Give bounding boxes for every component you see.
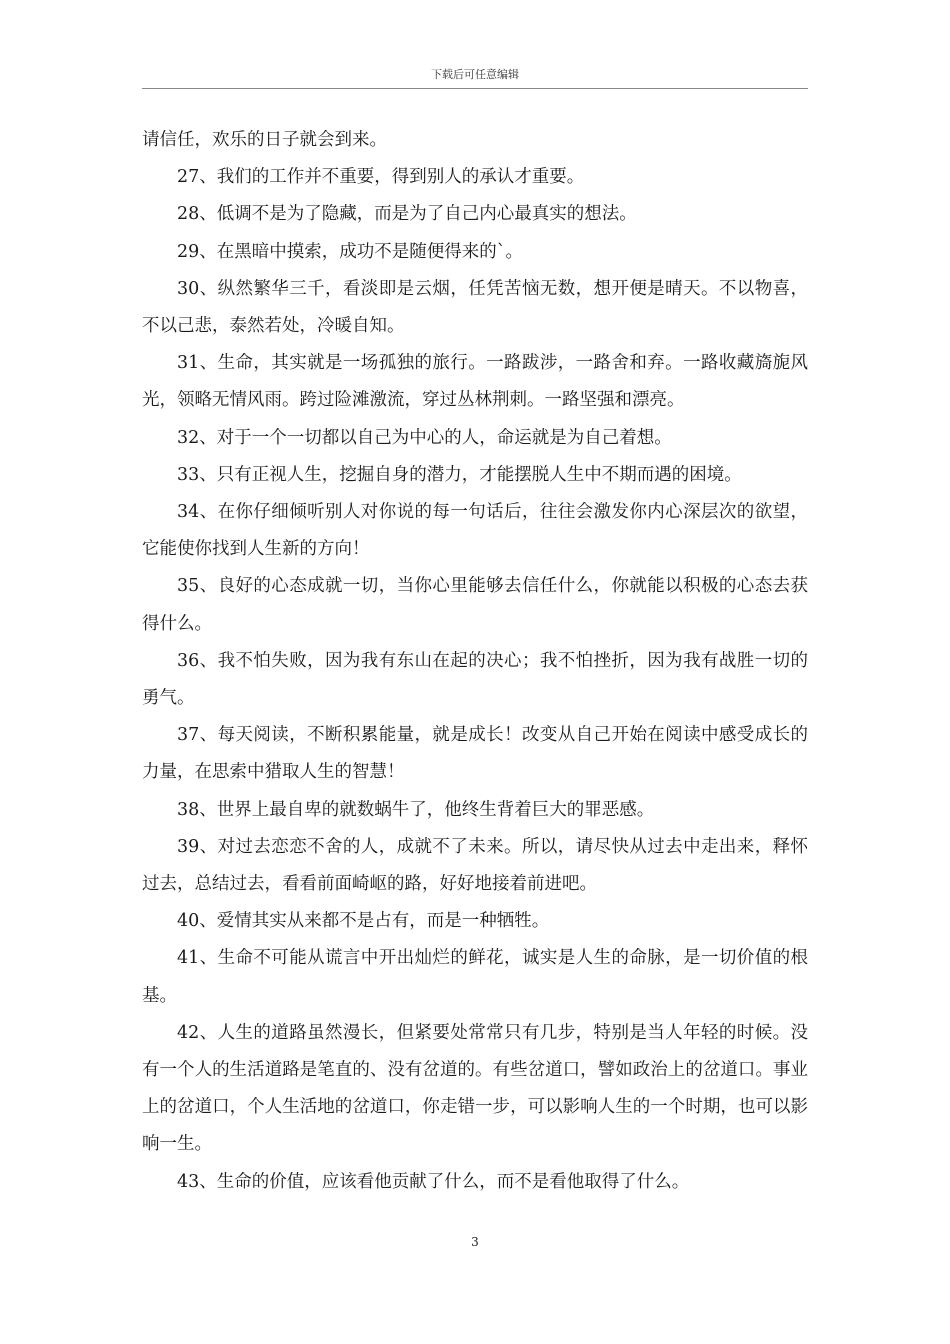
paragraph: 38、世界上最自卑的就数蜗牛了，他终生背着巨大的罪恶感。	[177, 799, 655, 820]
paragraph: 32、对于一个一切都以自己为中心的人，命运就是为自己着想。	[177, 427, 672, 448]
paragraph: 请信任，欢乐的日子就会到来。	[142, 130, 387, 150]
paragraph: 41、生命不可能从谎言中开出灿烂的鲜花，诚实是人生的命脉，是一切价值的根基。	[142, 948, 808, 1006]
paragraph: 35、良好的心态成就一切，当你心里能够去信任什么，你就能以积极的心态去获得什么。	[142, 576, 808, 634]
paragraph: 37、每天阅读，不断积累能量，就是成长！改变从自己开始在阅读中感受成长的力量，在思索中猎取人生的智慧！	[142, 725, 808, 783]
paragraph: 36、我不怕失败，因为我有东山在起的决心；我不怕挫折，因为我有战胜一切的勇气。	[142, 650, 808, 709]
paragraph: 39、对过去恋恋不舍的人，成就不了未来。所以，请尽快从过去中走出来，释怀过去，总结过去，看看前面崎岖的路，好好地接着前进吧。	[142, 836, 808, 895]
paragraph: 28、低调不是为了隐藏，而是为了自己内心最真实的想法。	[177, 204, 637, 225]
paragraph: 27、我们的工作并不重要，得到别人的承认才重要。	[177, 167, 585, 188]
paragraph: 43、生命的价值，应该看他贡献了什么，而不是看他取得了什么。	[177, 1171, 690, 1192]
paragraph: 34、在你仔细倾听别人对你说的每一句话后，往往会激发你内心深层次的欲望，它能使你找到人生新的方向！	[142, 502, 808, 560]
paragraph: 33、只有正视人生，挖掘自身的潜力，才能摆脱人生中不期而遇的困境。	[177, 464, 742, 485]
paragraph: 42、人生的道路虽然漫长，但紧要处常常只有几步，特别是当人年轻的时候。没有一个人的生活道路是笔直的、没有岔道的。有些岔道口，譬如政治上的岔道口。事业上的岔道口，个人生活地的岔道口，你走错一步，可以影响人生的一个时期，也可以影响一生。	[142, 1022, 808, 1155]
page-number: 3	[471, 1235, 479, 1249]
page-header: 下载后可任意编辑	[431, 68, 519, 81]
header-divider	[142, 88, 808, 89]
paragraph: 29、在黑暗中摸索，成功不是随便得来的`。	[177, 241, 524, 262]
paragraph: 31、生命，其实就是一场孤独的旅行。一路跋涉，一路舍和弃。一路收藏旖旎风光，领略无情风雨。跨过险滩激流，穿过丛林荆刺。一路坚强和漂亮。	[142, 353, 808, 411]
document-body	[142, 122, 808, 1201]
paragraph: 30、纵然繁华三千，看淡即是云烟，任凭苦恼无数，想开便是晴天。不以物喜，不以己悲，泰然若处，冷暖自知。	[142, 278, 808, 337]
paragraph: 40、爱情其实从来都不是占有，而是一种牺牲。	[177, 911, 550, 932]
